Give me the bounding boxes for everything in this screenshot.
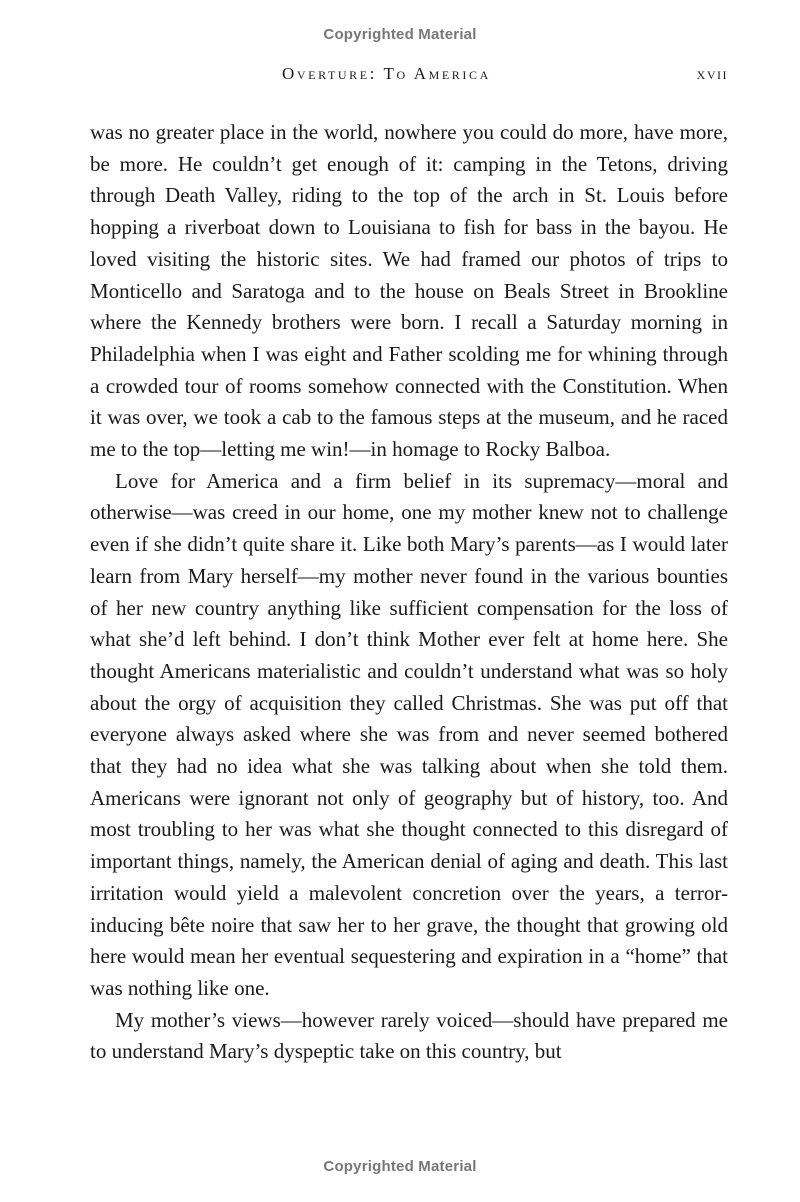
paragraph: Love for America and a firm belief in its supremacy—moral and otherwise—was creed in our home, one my mother knew not to challenge even if she didn’t quite share it. Like both Mary’s parents—as I would later learn from Mary herself—my mother never found in the various bounties of her new country anything like sufficient compensation for the loss of what she’d left behind. I don’t think Mother ever felt at home here. She thought Americans materialistic and couldn’t understand what was so holy about the orgy of acquisition they called Christmas. She was put off that everyone always asked where she was from and never seemed bothered that they had no idea what she was talking about when she told them. Americans were ignorant not only of geography but of history, too. And most troubling to her was what she thought connected to this disregard of important things, namely, the American denial of aging and death. This last irritation would yield a malevolent concretion over the years, a terror-inducing bête noire that saw her to her grave, the thought that growing old here would mean her eventual sequestering and expiration in a “home” that was nothing like one. xyxy=(90,468,728,1000)
page-number: xvii xyxy=(696,64,728,83)
body-text xyxy=(90,117,728,1068)
paragraph-continued: was no greater place in the world, nowhere you could do more, have more, be more. He couldn’t get enough of it: camping in the Tetons, driving through Death Valley, riding to the top of the arch in St. Louis before hopping a riverboat down to Louisiana to fish for bass in the bayou. He loved visiting the historic sites. We had framed our photos of trips to Monticello and Saratoga and to the house on Beals Street in Brookline where the Kennedy brothers were born. I recall a Saturday morning in Philadelphia when I was eight and Father scolding me for whining through a crowded tour of rooms somehow connected with the Constitution. When it was over, we took a cab to the famous steps at the museum, and he raced me to the top—letting me win!—in homage to Rocky Balboa. xyxy=(90,120,728,462)
copyright-watermark-bottom: Copyrighted Material xyxy=(323,1158,477,1175)
running-head xyxy=(90,64,728,88)
paragraph: My mother’s views—however rarely voiced—should have prepared me to understand Mary’s dyspeptic take on this country, but xyxy=(90,1007,728,1064)
running-head-title: Overture: To America xyxy=(282,64,491,83)
copyright-watermark-top: Copyrighted Material xyxy=(323,26,477,43)
